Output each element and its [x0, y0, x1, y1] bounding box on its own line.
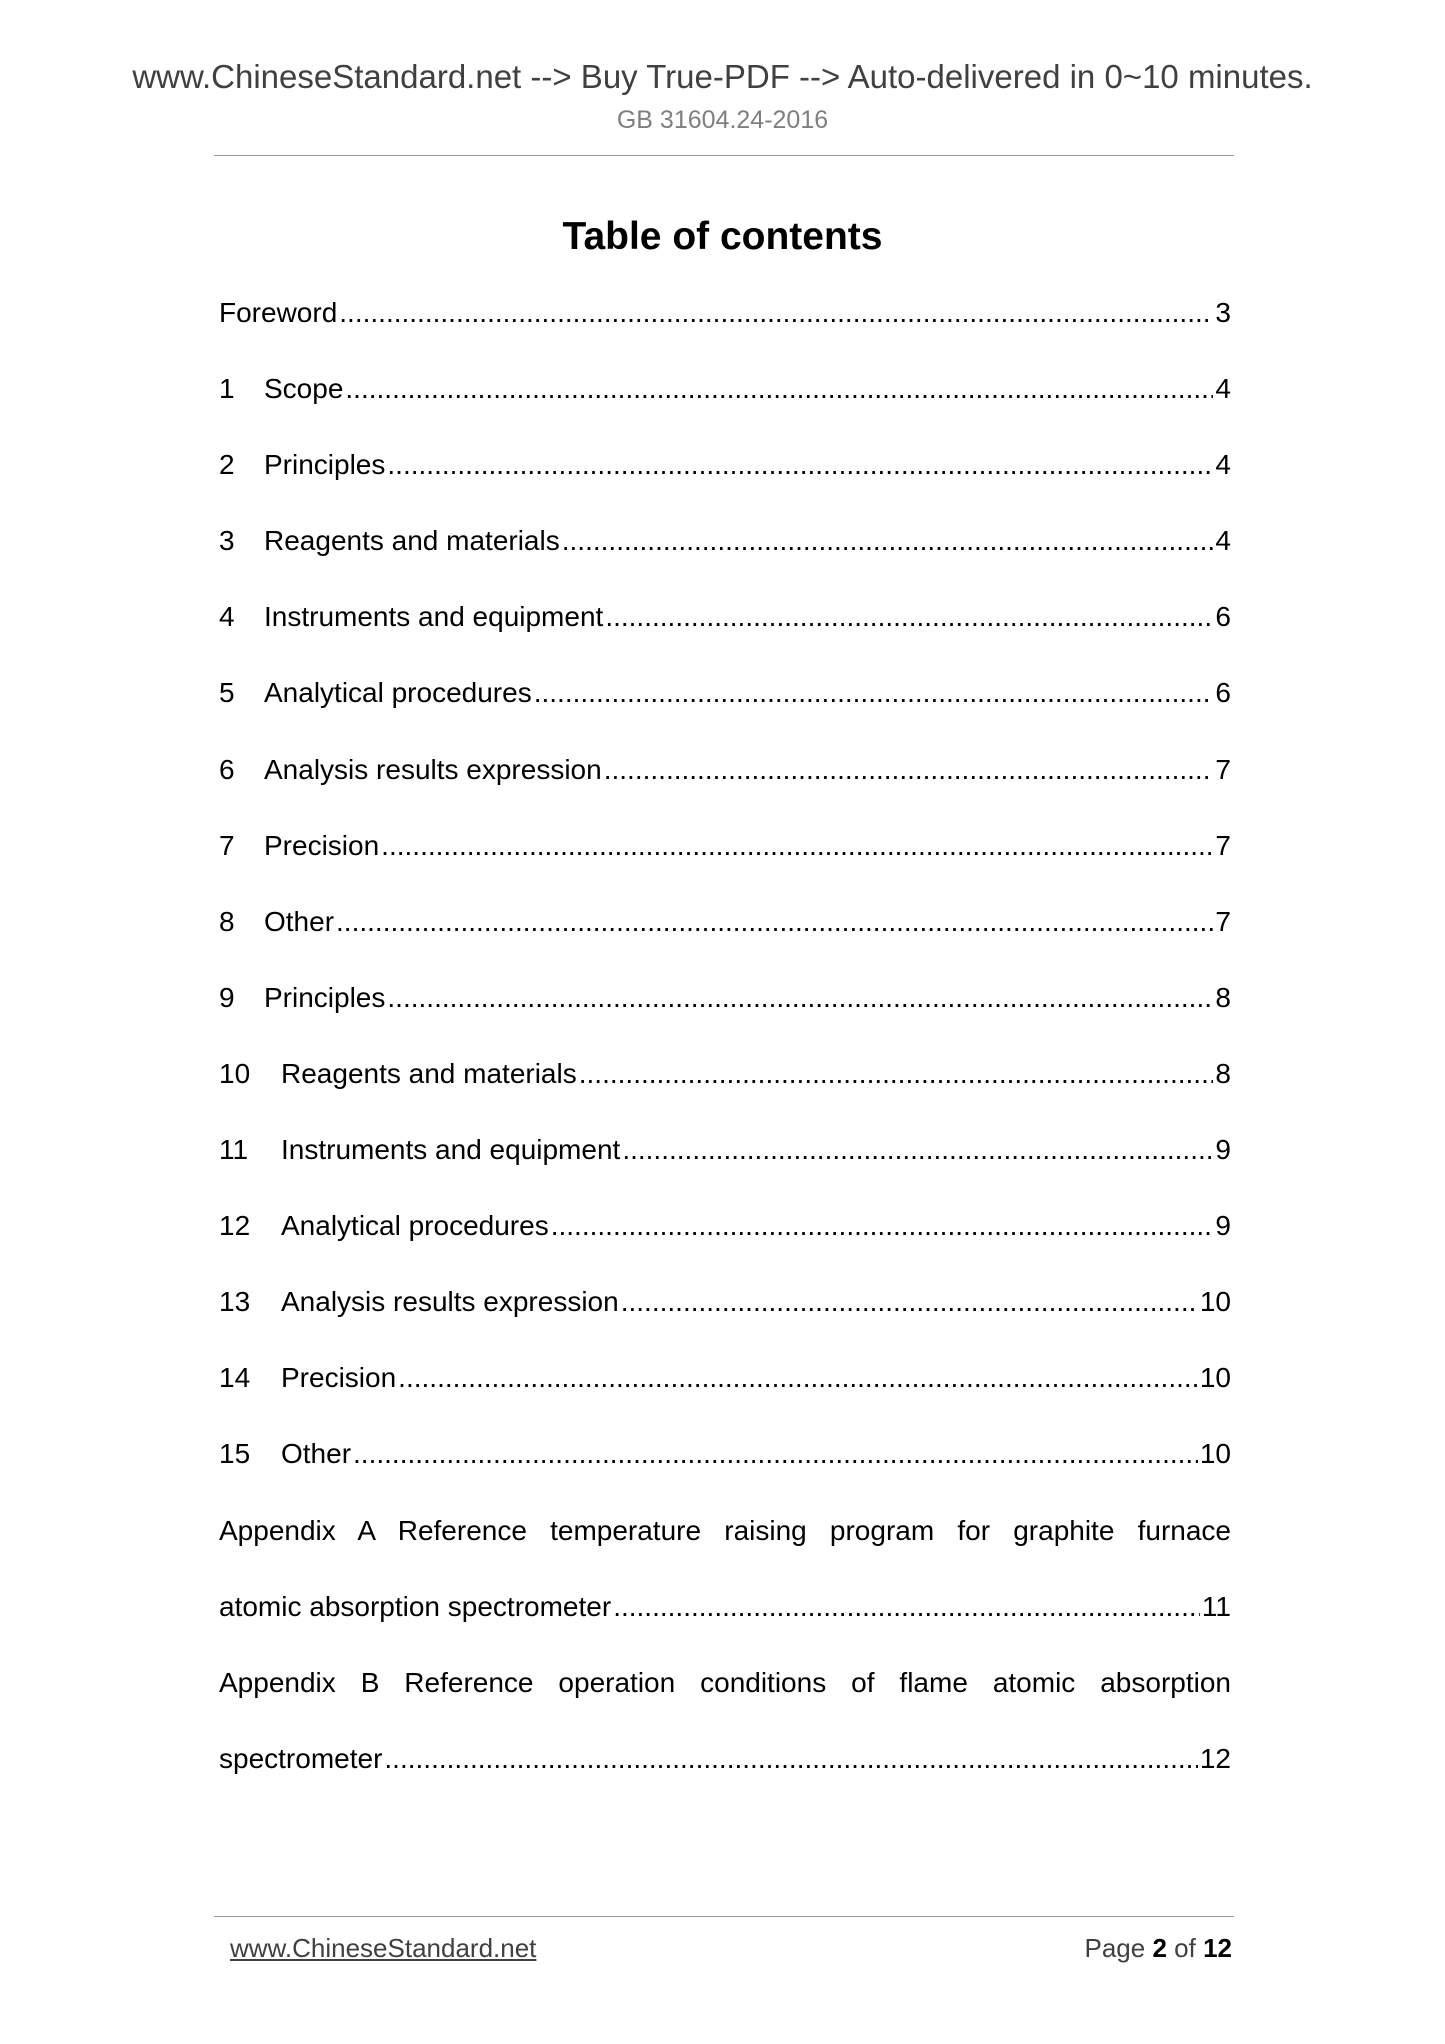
toc-entry-number: 4 [219, 601, 235, 633]
toc-entry[interactable] [219, 821, 1231, 897]
toc-dot-leader [605, 592, 1213, 642]
toc-entry[interactable] [219, 288, 1231, 364]
toc-entry-number: 15 [219, 1438, 251, 1470]
toc-appendix-title-cont: atomic absorption spectrometer [219, 1590, 612, 1622]
toc-entry[interactable] [219, 745, 1231, 821]
toc-entry-page: 7 [1215, 905, 1231, 937]
toc-entry-page: 7 [1215, 829, 1231, 861]
toc-entry-number: 5 [219, 677, 235, 709]
toc-entry-title: Analysis results expression [264, 753, 602, 785]
toc-entry-title: Reagents and materials [281, 1057, 577, 1089]
toc-entry-page: 10 [1199, 1438, 1231, 1470]
toc-entry[interactable] [219, 897, 1231, 973]
page-title: Table of contents [562, 215, 883, 258]
toc-entry-title: Precision [264, 829, 380, 861]
toc-entry-page: 6 [1215, 677, 1231, 709]
toc-entry-title: Foreword [219, 297, 338, 328]
toc-dot-leader [621, 1277, 1198, 1327]
toc-entry-title: Instruments and equipment [281, 1134, 621, 1166]
toc-dot-leader [562, 516, 1214, 566]
toc-dot-leader [551, 1201, 1214, 1251]
toc-entry-title: Other [264, 905, 335, 937]
toc-entry-number: 13 [219, 1286, 251, 1318]
toc-entry-title: Analytical procedures [281, 1210, 549, 1242]
toc-entry[interactable] [219, 668, 1231, 744]
toc-entry-number: 7 [219, 829, 235, 861]
toc-entry[interactable] [219, 516, 1231, 592]
toc-entry-title: Instruments and equipment [264, 601, 604, 633]
toc-appendix-title-cont: spectrometer [219, 1742, 383, 1774]
toc-entry-title: Reagents and materials [264, 525, 560, 557]
toc-entry-title: Analytical procedures [264, 677, 532, 709]
toc-appendix-b-entry[interactable] [219, 1734, 1231, 1810]
toc-dot-leader [387, 973, 1213, 1023]
toc-entry-title: Precision [281, 1362, 397, 1394]
toc-entry[interactable] [219, 364, 1231, 440]
toc-appendix-a-heading[interactable] [219, 1506, 1231, 1582]
toc-entry-page: 10 [1199, 1286, 1231, 1318]
toc-entry-page: 10 [1199, 1362, 1231, 1394]
toc-entry[interactable] [219, 592, 1231, 668]
toc-entry-number: 6 [219, 753, 235, 785]
toc-entry[interactable] [219, 1353, 1231, 1429]
header-divider [214, 155, 1234, 156]
toc-dot-leader [534, 668, 1214, 718]
toc-entry-page: 9 [1215, 1134, 1231, 1166]
page-counter [1084, 1933, 1232, 1964]
toc-entry-number: 8 [219, 905, 235, 937]
standard-number: GB 31604.24-2016 [616, 106, 829, 134]
toc-entry-page: 7 [1215, 753, 1231, 785]
toc-entry[interactable] [219, 973, 1231, 1049]
toc-entry-number: 9 [219, 981, 235, 1013]
footer-website-link[interactable]: www.ChineseStandard.net [230, 1933, 537, 1963]
toc-entry[interactable] [219, 1277, 1231, 1353]
toc-dot-leader [345, 364, 1213, 414]
toc-appendix-title: Appendix A Reference temperature raising program for graphite furnace [219, 1514, 1231, 1546]
toc-appendix-a-entry[interactable] [219, 1582, 1231, 1658]
toc-dot-leader [336, 897, 1213, 947]
toc-entry-number: 1 [219, 373, 235, 405]
toc-entry[interactable] [219, 1429, 1231, 1505]
toc-entry-title: Principles [264, 449, 386, 481]
toc-entry-number: 10 [219, 1057, 251, 1089]
toc-entry-page: 3 [1215, 297, 1231, 328]
toc-dot-leader [613, 1582, 1200, 1632]
toc-dot-leader [398, 1353, 1198, 1403]
toc-entry-page: 4 [1215, 373, 1231, 405]
toc-dot-leader [387, 440, 1213, 490]
toc-entry-page: 4 [1215, 449, 1231, 481]
toc-entry-number: 14 [219, 1362, 251, 1394]
toc-entry-page: 9 [1215, 1210, 1231, 1242]
toc-entry-page: 4 [1215, 525, 1231, 557]
toc-entry-page: 8 [1215, 981, 1231, 1013]
total-page-count: 12 [1203, 1933, 1232, 1963]
toc-dot-leader [384, 1734, 1197, 1784]
toc-entry-title: Scope [264, 373, 344, 405]
toc-entry-page: 11 [1201, 1590, 1231, 1622]
toc-dot-leader [353, 1429, 1198, 1479]
toc-entry-number: 2 [219, 449, 235, 481]
toc-entry-number: 3 [219, 525, 235, 557]
toc-dot-leader [381, 821, 1213, 871]
toc-entry[interactable] [219, 1201, 1231, 1277]
toc-entry[interactable] [219, 440, 1231, 516]
toc-entry-page: 6 [1215, 601, 1231, 633]
toc-dot-leader [604, 745, 1214, 795]
toc-dot-leader [579, 1049, 1214, 1099]
toc-entry-page: 12 [1199, 1742, 1231, 1774]
page-label: Page [1084, 1933, 1146, 1963]
toc-entry-page: 8 [1215, 1057, 1231, 1089]
current-page-number: 2 [1152, 1933, 1167, 1963]
toc-entry-title: Analysis results expression [281, 1286, 619, 1318]
toc-entry-number: 11 [219, 1134, 249, 1166]
toc-dot-leader [622, 1125, 1213, 1175]
page-of-label: of [1174, 1933, 1196, 1963]
header-banner: www.ChineseStandard.net --> Buy True-PDF --> Auto-delivered in 0~10 minutes. [132, 58, 1313, 95]
toc-entry[interactable] [219, 1125, 1231, 1201]
toc-entry-title: Other [281, 1438, 352, 1470]
toc-appendix-title: Appendix B Reference operation conditions of flame atomic absorption [219, 1666, 1231, 1698]
toc-entry-number: 12 [219, 1210, 251, 1242]
toc-appendix-b-heading[interactable] [219, 1658, 1231, 1734]
toc-dot-leader [339, 288, 1213, 338]
footer-divider [214, 1916, 1234, 1917]
toc-entry[interactable] [219, 1049, 1231, 1125]
table-of-contents [219, 288, 1231, 1810]
toc-entry-title: Principles [264, 981, 386, 1013]
